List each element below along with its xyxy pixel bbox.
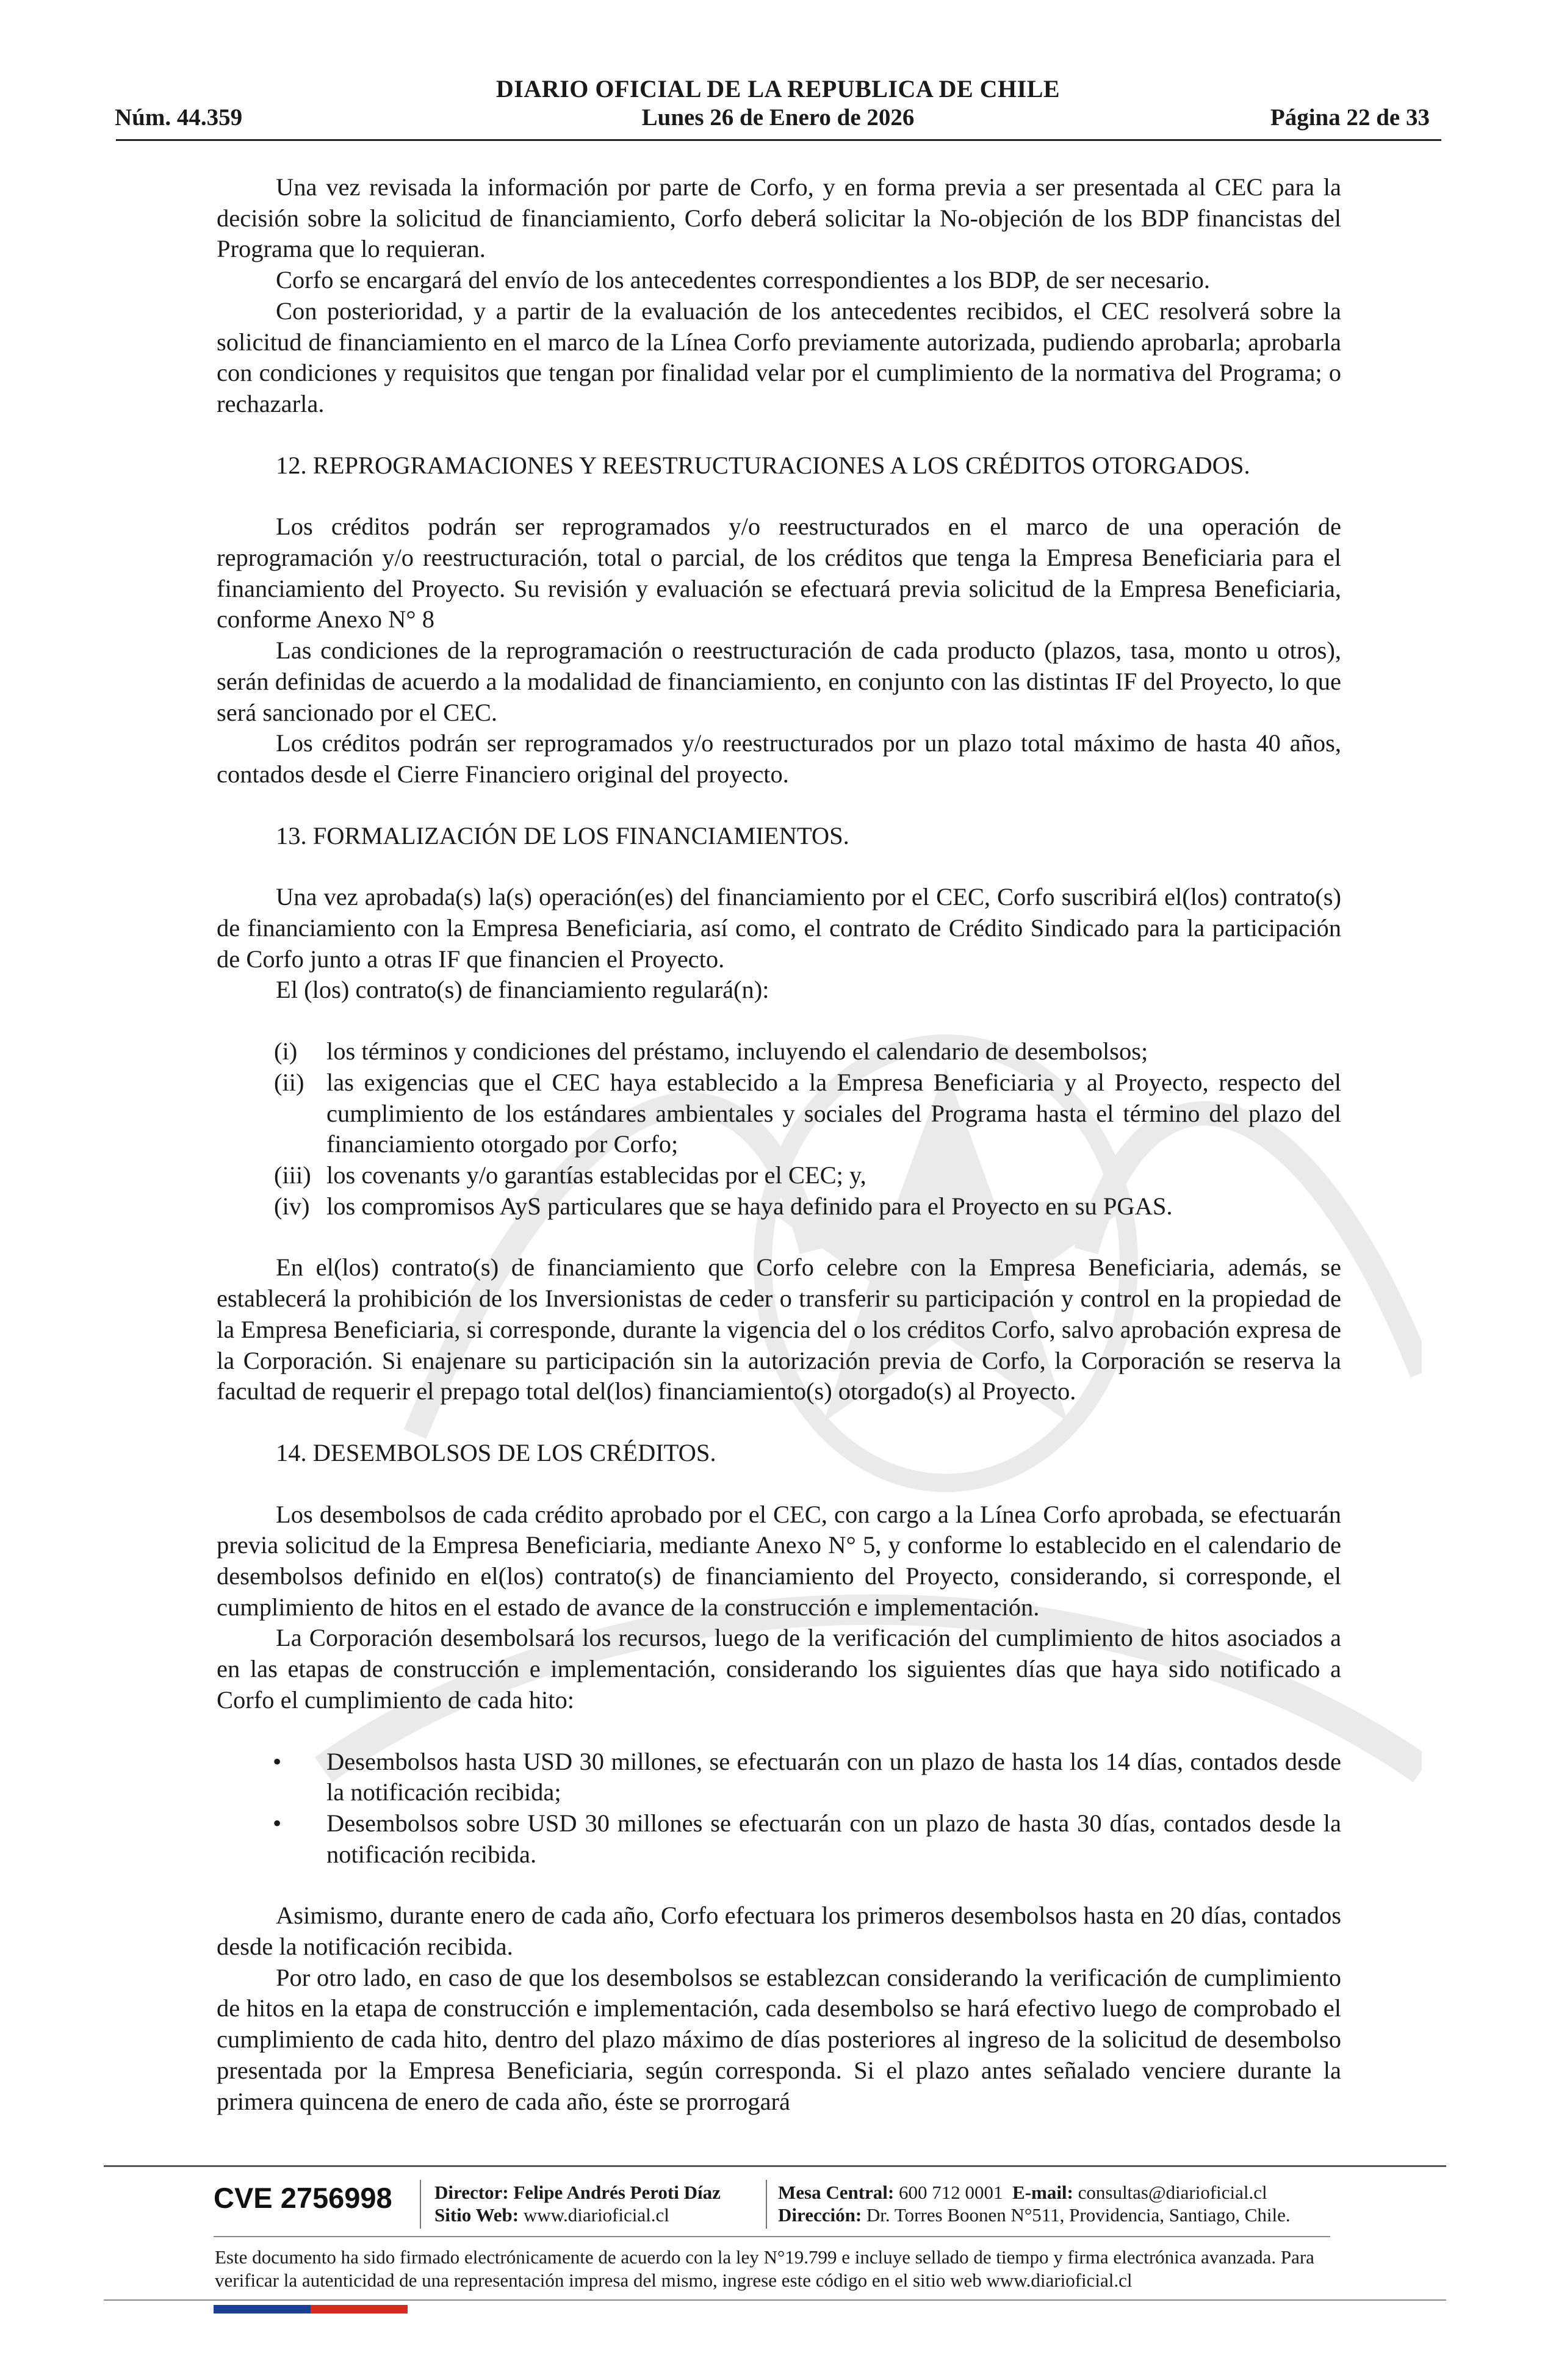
section-heading-13: 13. FORMALIZACIÓN DE LOS FINANCIAMIENTOS. (276, 821, 849, 849)
bullet-icon: • (273, 1809, 282, 1837)
director-name: Felipe Andrés Peroti Díaz (513, 2182, 721, 2203)
website-link[interactable]: www.diarioficial.cl (523, 2204, 669, 2226)
list-item-text: Desembolsos sobre USD 30 millones se efectuarán con un plazo de hasta 30 días, contados desde la notificación recibida. (326, 1809, 1341, 1868)
contact-block (778, 2181, 1291, 2226)
section-heading-14: 14. DESEMBOLSOS DE LOS CRÉDITOS. (276, 1438, 716, 1466)
paragraph: La Corporación desembolsará los recursos, luego de la verificación del cumplimiento de hitos asociados a en las etapas de construcción e implementación, considerando los siguientes días que haya sido notificado a Corfo el cumplimiento de cada hito: (217, 1624, 1341, 1714)
director-label: Director: (434, 2182, 509, 2203)
flag-stripe (214, 2305, 408, 2313)
footer-separator (766, 2180, 767, 2229)
list-item (217, 1808, 1341, 1870)
document-body (217, 172, 1341, 2117)
list-item-text: los covenants y/o garantías establecidas por el CEC; y, (326, 1161, 866, 1189)
address-label: Dirección: (778, 2204, 862, 2226)
paragraph: Los créditos podrán ser reprogramados y/o reestructurados en el marco de una operación de reprogramación y/o reestructuración, total o parcial, de los créditos que tenga la Empresa Beneficiaria para el financiamiento del Proyecto. Su revisión y evaluación se efectuará previa solicitud de la Empresa Beneficiaria, conforme Anexo N° 8 (217, 513, 1341, 633)
paragraph: Una vez aprobada(s) la(s) operación(es) del financiamiento por el CEC, Corfo suscribirá el(los) contrato(s) de financiamiento con la Empresa Beneficiaria, así como, el contrato de Crédito Sindicado para la participación de Corfo junto a otras IF que financien el Proyecto. (217, 883, 1341, 973)
list-item (217, 1747, 1341, 1808)
list-item-text: Desembolsos hasta USD 30 millones, se efectuarán con un plazo de hasta los 14 días, contados desde la notificación recibida; (326, 1747, 1341, 1806)
website-label: Sitio Web: (434, 2204, 519, 2226)
paragraph: Por otro lado, en caso de que los desembolsos se establezcan considerando la verificación de cumplimiento de hitos en la etapa de construcción e implementación, cada desembolso se hará efectivo luego de comprobado el cumplimiento de cada hito, dentro del plazo máximo de días posteriores al ingreso de la solicitud de desembolso presentada por la Empresa Beneficiaria, según corresponda. Si el plazo antes señalado venciere durante la primera quincena de enero de cada año, éste se prorrogará (217, 1963, 1341, 2115)
email-link[interactable]: consultas@diarioficial.cl (1078, 2182, 1267, 2203)
disbursement-terms-list (217, 1747, 1341, 1870)
footer-divider (214, 2236, 1330, 2237)
legal-notice: Este documento ha sido firmado electrónicamente de acuerdo con la ley N°19.799 e incluye sellado de tiempo y firma electrónica avanzada. Para verificar la autenticidad de una representación impresa del mismo, ingrese este código en el sitio web www.diarioficial.cl (215, 2246, 1314, 2291)
list-item-text: los compromisos AyS particulares que se haya definido para el Proyecto en su PGAS. (326, 1192, 1173, 1220)
list-marker: (ii) (274, 1068, 304, 1096)
list-item (217, 1036, 1341, 1067)
list-item (217, 1160, 1341, 1191)
list-marker: (i) (274, 1037, 298, 1066)
paragraph: Corfo se encargará del envío de los antecedentes correspondientes a los BDP, de ser necesario. (276, 266, 1210, 294)
email-label: E-mail: (1012, 2182, 1073, 2203)
director-block (434, 2181, 721, 2226)
footer-divider (104, 2165, 1446, 2167)
list-item (217, 1067, 1341, 1160)
flag-blue-band (214, 2305, 311, 2313)
header-divider (116, 139, 1441, 141)
address-value: Dr. Torres Boonen N°511, Providencia, Santiago, Chile. (866, 2204, 1291, 2226)
list-marker: (iii) (274, 1161, 311, 1189)
paragraph: Con posterioridad, y a partir de la evaluación de los antecedentes recibidos, el CEC resolverá sobre la solicitud de financiamiento en el marco de la Línea Corfo previamente autorizada, pudiendo aprobarla; aprobarla con condiciones y requisitos que tengan por finalidad velar por el cumplimiento de la normativa del Programa; o rechazarla. (217, 297, 1341, 417)
list-item (217, 1191, 1341, 1222)
paragraph: Los créditos podrán ser reprogramados y/o reestructurados por un plazo total máximo de hasta 40 años, contados desde el Cierre Financiero original del proyecto. (217, 729, 1341, 788)
list-marker: (iv) (274, 1192, 310, 1220)
issue-date: Lunes 26 de Enero de 2026 (641, 104, 915, 131)
paragraph: El (los) contrato(s) de financiamiento regulará(n): (276, 976, 769, 1004)
phone-value: 600 712 0001 (899, 2182, 1003, 2203)
contract-terms-list (217, 1036, 1341, 1222)
paragraph: Asimismo, durante enero de cada año, Corfo efectuara los primeros desembolsos hasta en 20 días, contados desde la notificación recibida. (217, 1902, 1341, 1961)
section-heading-12: 12. REPROGRAMACIONES Y REESTRUCTURACIONES A LOS CRÉDITOS OTORGADOS. (276, 451, 1250, 479)
bullet-icon: • (273, 1747, 282, 1775)
paragraph: Una vez revisada la información por parte de Corfo, y en forma previa a ser presentada al CEC para la decisión sobre la solicitud de financiamiento, Corfo deberá solicitar la No-objeción de los BDP financistas del Programa que lo requieran. (217, 173, 1341, 263)
footer-separator (420, 2180, 421, 2229)
issue-number: Núm. 44.359 (115, 104, 243, 131)
list-item-text: las exigencias que el CEC haya establecido a la Empresa Beneficiaria y al Proyecto, respecto del cumplimiento de los estándares ambientales y sociales del Programa hasta el término del plazo del financiamiento otorgado por Corfo; (326, 1068, 1341, 1158)
footer-divider (104, 2299, 1446, 2301)
cve-code: CVE 2756998 (214, 2182, 392, 2214)
paragraph: En el(los) contrato(s) de financiamiento que Corfo celebre con la Empresa Beneficiaria, además, se establecerá la prohibición de los Inversionistas de ceder o transferir su participación y control en la propiedad de la Empresa Beneficiaria, si corresponde, durante la vigencia del o los créditos Corfo, salvo aprobación expresa de la Corporación. Si enajenare su participación sin la autorización previa de Corfo, la Corporación se reserva la facultad de requerir el prepago total del(los) financiamiento(s) otorgado(s) al Proyecto. (217, 1253, 1341, 1405)
flag-red-band (311, 2305, 408, 2313)
paragraph: Los desembolsos de cada crédito aprobado por el CEC, con cargo a la Línea Corfo aprobada, se efectuarán previa solicitud de la Empresa Beneficiaria, mediante Anexo N° 5, y conforme lo establecido en el calendario de desembolsos definido en el(los) contrato(s) de financiamiento del Proyecto, considerando, si corresponde, el cumplimiento de hitos en el estado de avance de la construcción e implementación. (217, 1500, 1341, 1621)
phone-label: Mesa Central: (778, 2182, 895, 2203)
list-item-text: los términos y condiciones del préstamo, incluyendo el calendario de desembolsos; (326, 1037, 1148, 1066)
paragraph: Las condiciones de la reprogramación o reestructuración de cada producto (plazos, tasa, monto u otros), serán definidas de acuerdo a la modalidad de financiamiento, en conjunto con las distintas IF del Proyecto, lo que será sancionado por el CEC. (217, 636, 1341, 726)
gazette-title: DIARIO OFICIAL DE LA REPUBLICA DE CHILE (495, 75, 1061, 103)
page-indicator: Página 22 de 33 (1270, 104, 1430, 131)
